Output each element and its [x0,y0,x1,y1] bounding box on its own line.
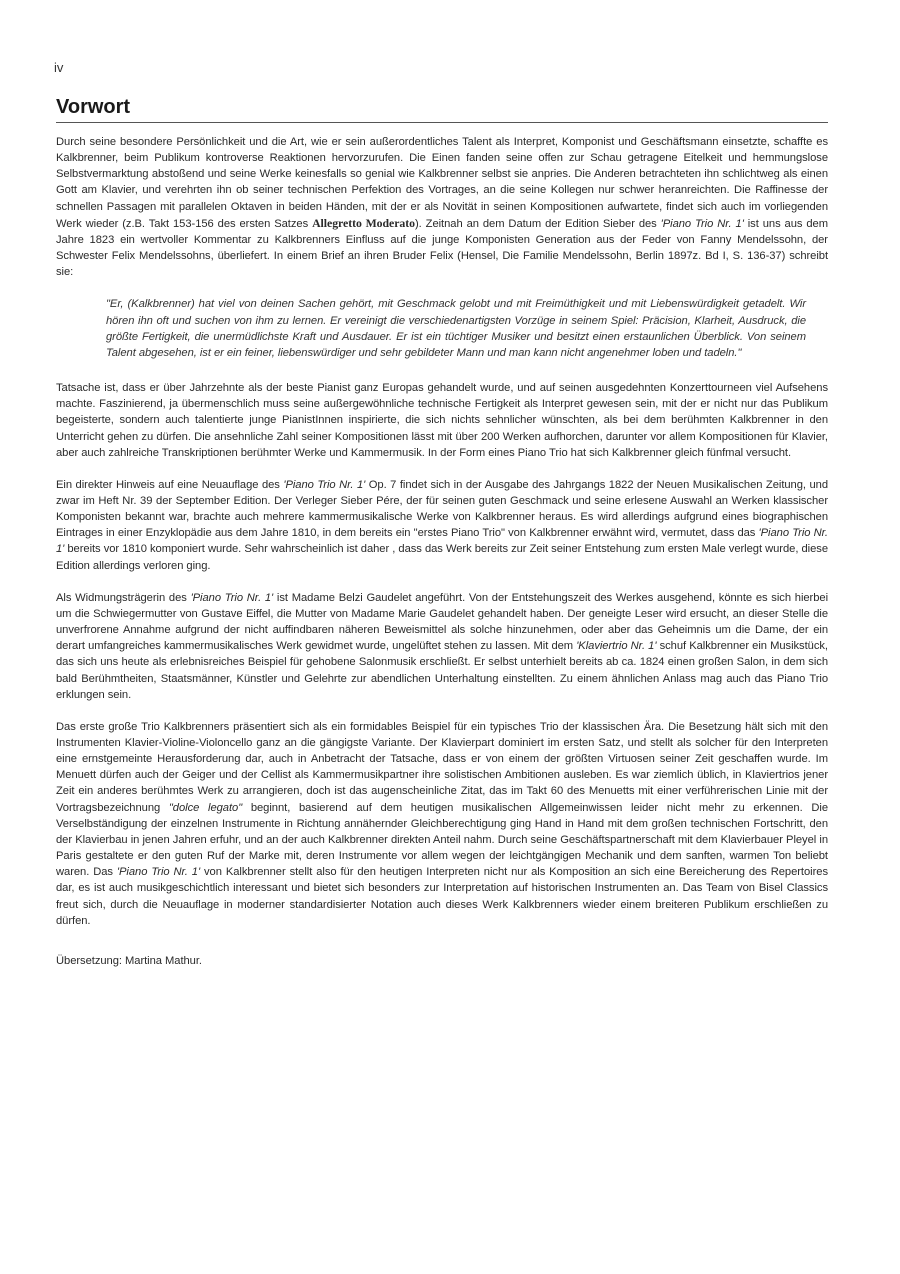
movement-title: Allegretto Moderato [312,215,415,230]
work-title: 'Klaviertrio Nr. 1' [576,640,657,653]
paragraph-2: Tatsache ist, dass er über Jahrzehnte als der beste Pianist ganz Europas gehandelt wurde, und auf seinen ausgedehnten Konzerttourneen viel Aufsehens machte. Faszinierend, ja übermenschlich muss seine außergewöhnliche technische Fertigkeit als Interpret gewesen sein, mit der er nicht nur das Publikum begeisterte, sondern auch talentierte junge PianistInnen inspirierte, die sich nichts sehnlicher wünschten, als bei dem berühmten Kalkbrenner in den Unterricht gehen zu dürfen. Die ansehnliche Zahl seiner Kompositionen lässt mit über 200 Werken aufhorchen, darunter vor allem Kompositionen für Klavier, aber auch zahlreiche Transkriptionen berühmter Werke und Kammermusik. In der Form eines Piano Trio hat sich Kalkbrenner gleich fünfmal versucht. [56,382,828,459]
text-run: von Kalkbrenner stellt also für den heutigen Interpreten nicht nur als Komposition an sich eine Bereicherung des Repertoires dar, es ist auch musikgeschichtlich interessant und bietet sich besonders zur Interpretation auf historischen Instrumenten an. Das Team von Bisel Classics freut sich, durch die Neuauflage in moderner standardisierter Notation auch dieses Werk Kalkbrenners wieder einem breiteren Publikum erschließen zu dürfen. [56,866,828,927]
paragraph-1 [56,134,828,280]
text-run: schuf Kalkbrenner ein Musikstück, das sich uns heute als erlebnisreiches Beispiel für gehobene Salonmusik erschließt. Er selbst unterhielt bereits ab ca. 1824 einen großen Salon, in dem sich bald Berühmtheiten, Staatsmänner, Künstler und Gelehrte zur abendlichen Unterhaltung einstellten. Zu einem ähnlichen Anlass mag auch das Piano Trio erklungen sein. [56,640,828,701]
text-run: ist uns aus dem Jahre 1823 ein wertvoller Kommentar zu Kalkbrenners Einfluss auf die junge Komponisten Generation aus der Feder von Fanny Mendelssohn, der Schwester Felix Mendelssohns, überliefert. In einem Brief an ihren Bruder Felix (Hensel, Die Familie Mendelssohn, Berlin 1897z. Bd I, S. 136-37) schreibt sie: [56,217,829,279]
foreword-body [56,134,828,985]
text-run: bereits vor 1810 komponiert wurde. Sehr wahrscheinlich ist daher , dass das Werk bereits zur Zeit seiner Entstehung zum ersten Male verlegt wurde, diese Edition allerdings verloren ging. [56,543,828,572]
work-title: 'Piano Trio Nr. 1' [56,527,828,556]
text-run: Ein direkter Hinweis auf eine Neuauflage des [56,478,284,491]
page-number: iv [54,60,64,75]
text-run: Op. 7 findet sich in der Ausgabe des Jahrgangs 1822 der Neuen Musikalischen Zeitung, und zwar im Heft Nr. 39 der September Edition. Der Verleger Sieber Pére, der für seinen guten Geschmack und seine erlesene Auswahl an Werken klassischer Komponisten bekannt war, brachte auch mehrere kammermusikalische Werke von Kalkbrenner heraus. Es wird allerdings aufgrund eines biographischen Eintrages in einer Enzyklopädie aus dem Jahre 1810, in dem bereits ein "erstes Piano Trio" von Kalkbrenner erwähnt wird, vermutet, dass das [56,478,828,540]
paragraph-4 [56,590,828,703]
work-title: 'Piano Trio Nr. 1' [116,866,201,879]
text-run: Als Widmungsträgerin des [56,591,191,604]
work-title: 'Piano Trio Nr. 1' [660,217,744,230]
text-run: Das erste große Trio Kalkbrenners präsentiert sich als ein formidables Beispiel für ein typisches Trio der klassischen Ära. Die Besetzung hält sich mit den Instrumenten Klavier-Violine-Violoncello ganz an die gängigste Variante. Der Klavierpart dominiert im ersten Satz, und stellt als solcher für den Interpreten eine ernstgemeinte Herausforderung dar, auch in Anbetracht der Tatsache, dass er von einem der größten Virtuosen seiner Zeit geschaffen wurde. Im Menuett dürfen auch der Geiger und der Cellist als Kammermusikpartner ihre solistischen Ambitionen ausleben. Es war ziemlich üblich, in Klaviertrios jener Zeit ein anderes berühmtes Werk zu arrangieren, doch ist das augenscheinliche Zitat, das im Takt 60 des Menuetts mit einer verführerischen Linie mit der Vortragsbezeichnung [56,720,828,814]
work-title: 'Piano Trio Nr. 1' [190,591,274,604]
text-run: Durch seine besondere Persönlichkeit und die Art, wie er sein außerordentliches Talent als Interpret, Komponist und Geschäftsmann einsetzte, schaffte es Kalkbrenner, beim Publikum kontroverse Reaktionen hervorzurufen. Die Einen fanden seine offen zur Schau getragene Eitelkeit und hemmungslose Selbstvermarktung abstoßend und seine Werke keinesfalls so genial wie Kalkbrenner selbst sie anpries. Die Anderen betrachteten ihn schlichtweg als einen Gott am Klavier, und verehrten ihn ob seiner technischen Perfektion des Vortrages, an die seine Kollegen nur schwer heranreichten. Die Raffinesse der schnellen Passagen mit parallelen Oktaven in beiden Händen, mit der er als Novität in seinen Kompositionen aufwartete, findet sich auch im vorliegenden Werk wieder (z.B. Takt 153-156 des ersten Satzes [56,136,828,230]
page-title: Vorwort [56,94,828,123]
block-quote: "Er, (Kalkbrenner) hat viel von deinen Sachen gehört, mit Geschmack gelobt und mit Freimüthigkeit und mit Liebenswürdigkeit getadelt. Wir hören ihn oft und suchen von ihm zu lernen. Er vereinigt die verschiedenartigsten Vorzüge in seinem Spiel: Präcision, Klarheit, Ausdruck, die größte Fertigkeit, die unermüdlichste Kraft und Ausdauer. Er ist ein tüchtiger Musiker und besitzt einen erstaunlichen Überblick. Von seinem Talent abgesehen, ist er ein feiner, liebenswürdiger und sehr gebildeter Mann und man kann nicht angenehmer loben und tadeln." [106,298,806,359]
text-run: ). Zeitnah an dem Datum der Edition Sieber des [414,217,661,230]
performance-marking: "dolce legato" [168,801,243,814]
text-run: ist Madame Belzi Gaudelet angeführt. Von der Entstehungszeit des Werkes ausgehend, könnte es sich hierbei um die Schwiegermutter von Gustave Eiffel, die Mutter von Madame Marie Gaudelet gehandelt haben. Der geneigte Leser wird ersucht, an dieser Stelle die unverfrorene Annahme aufgrund der nicht auffindbaren näheren Beweismittel als solche hinzunehmen, oder aber das Geheimnis um die Dame, der ein derart umfangreiches kammermusikalisches Werk gewidmet wurde, ungelüftet stehen zu lassen. Mit dem [56,591,829,653]
work-title: 'Piano Trio Nr. 1' [283,478,366,491]
translator-credit: Übersetzung: Martina Mathur. [56,954,202,967]
text-run: beginnt, basierend auf dem heutigen musikalischen Allgemeinwissen leider nicht mehr zu erkennen. Die Verselbständigung der einzelnen Instrumente in Richtung annähernder Gleichberechtigung ging Hand in Hand mit dem großen technischen Fortschritt, den der Klavierbau in jenen Jahren erfuhr, und an der auch Kalkbrenner direkten Anteil nahm. Durch seine Geschäftspartnerschaft mit dem Klavierbauer Pleyel in Paris gestaltete er den guten Ruf der Marke mit, deren Instrumente vor allem wegen der leichtgängigen Mechanik und dem sanften, warmen Ton beliebt waren. Das [56,801,828,879]
paragraph-5 [56,719,828,929]
paragraph-3 [56,477,828,574]
